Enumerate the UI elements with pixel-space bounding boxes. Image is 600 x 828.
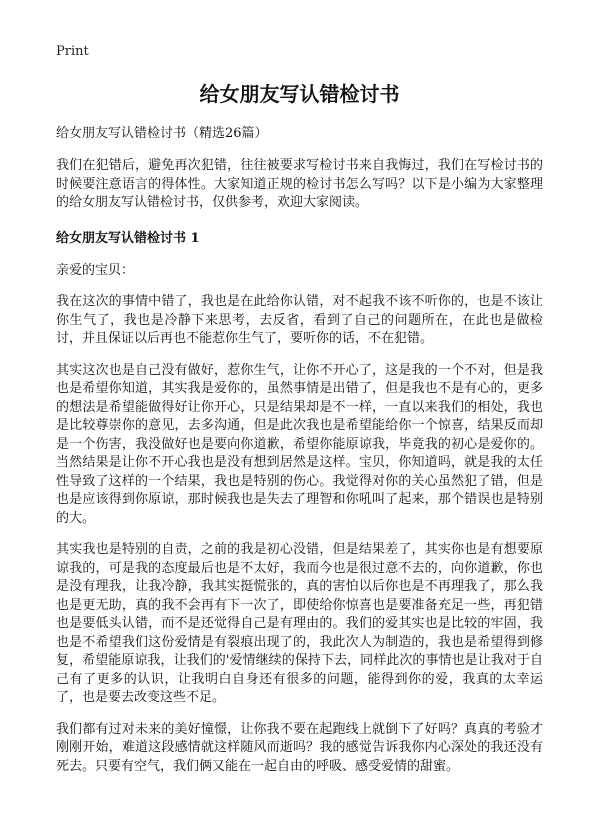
document-subtitle: 给女朋友写认错检讨书（精选26篇） — [56, 126, 268, 141]
body-paragraph-4: 我们都有过对未来的美好憧憬，让你我不要在起跑线上就倒下了好吗？真真的考验才刚刚开始，难道这段感情就这样随风而逝吗？我的感觉告诉我你内心深处的我还没有死去。只要有空气，我们俩又能在一起自由的呼吸、感受爱情的甜蜜。 — [56, 721, 543, 774]
page-title: 给女朋友写认错检讨书 — [199, 82, 400, 106]
body-paragraph-3: 其实我也是特别的自责，之前的我是初心没错，但是结果差了，其实你也是有想要原谅我的，可是我的态度最后也是不太好，我而今也是很过意不去的，向你道歉，你也是没有理我，让我冷静，我其实挺慌张的，真的害怕以后你也是不再理我了，那么我也是更无助，真的我不会再有下一次了，即使给你惊喜也是要准备充足一些，再犯错也是要低头认错，而不是还觉得自己是有理由的。我们的爱其实也是比较的牢固，我也是不希望我们这份爱情是有裂痕出现了的，我此次人为制造的，我也是希望得到修复，希望能原谅我，让我们的'爱情继续的保持下去，同样此次的事情也是让我对于自己有了更多的认识，让我明白自身还有很多的问题，能得到你的爱，我真的太幸运了，也是要去改变这些不足。 — [56, 542, 543, 705]
intro-paragraph: 我们在犯错后，避免再次犯错，往往被要求写检讨书来自我悔过，我们在写检讨书的时候要注意语言的得体性。大家知道正规的检讨书怎么写吗？以下是小编为大家整理的给女朋友写认错检讨书，仅供参考，欢迎大家阅读。 — [56, 158, 543, 210]
body-paragraph-2: 其实这次也是自己没有做好，惹你生气，让你不开心了，这是我的一个不对，但是我也是希望你知道，其实我是爱你的，虽然事情是出错了，但是我也不是有心的，更多的想法是希望能做得好让你开心，只是结果却是不一样，一直以来我们的相处，我也是比较尊崇你的意见，去多沟通，但是此次我也是希望能给你一个惊喜，结果反而却是一个伤害，我没做好也是要向你道歉，希望你能原谅我，毕竟我的初心是爱你的。当然结果是让你不开心我也是没有想到居然是这样。宝贝，你知道吗，就是我的太任性导致了这样的一个结果，我也是特别的伤心。我觉得对你的关心虽然犯了错，但是也是应该得到你原谅，那时候我也是失去了理智和你吼叫了起来，那个错误也是特别的大。 — [56, 362, 543, 526]
body-paragraph-1: 我在这次的事情中错了，我也是在此给你认错，对不起我不该不听你的，也是不该让你生气了，我也是冷静下来思考，去反省，看到了自己的问题所在，在此也是做检讨，并且保证以后再也不能惹你生气了，要听你的话，不在犯错。 — [56, 294, 543, 346]
letter-greeting: 亲爱的宝贝： — [56, 262, 135, 278]
print-link[interactable]: Print — [56, 44, 89, 59]
section-heading: 给女朋友写认错检讨书 1 — [56, 230, 200, 246]
